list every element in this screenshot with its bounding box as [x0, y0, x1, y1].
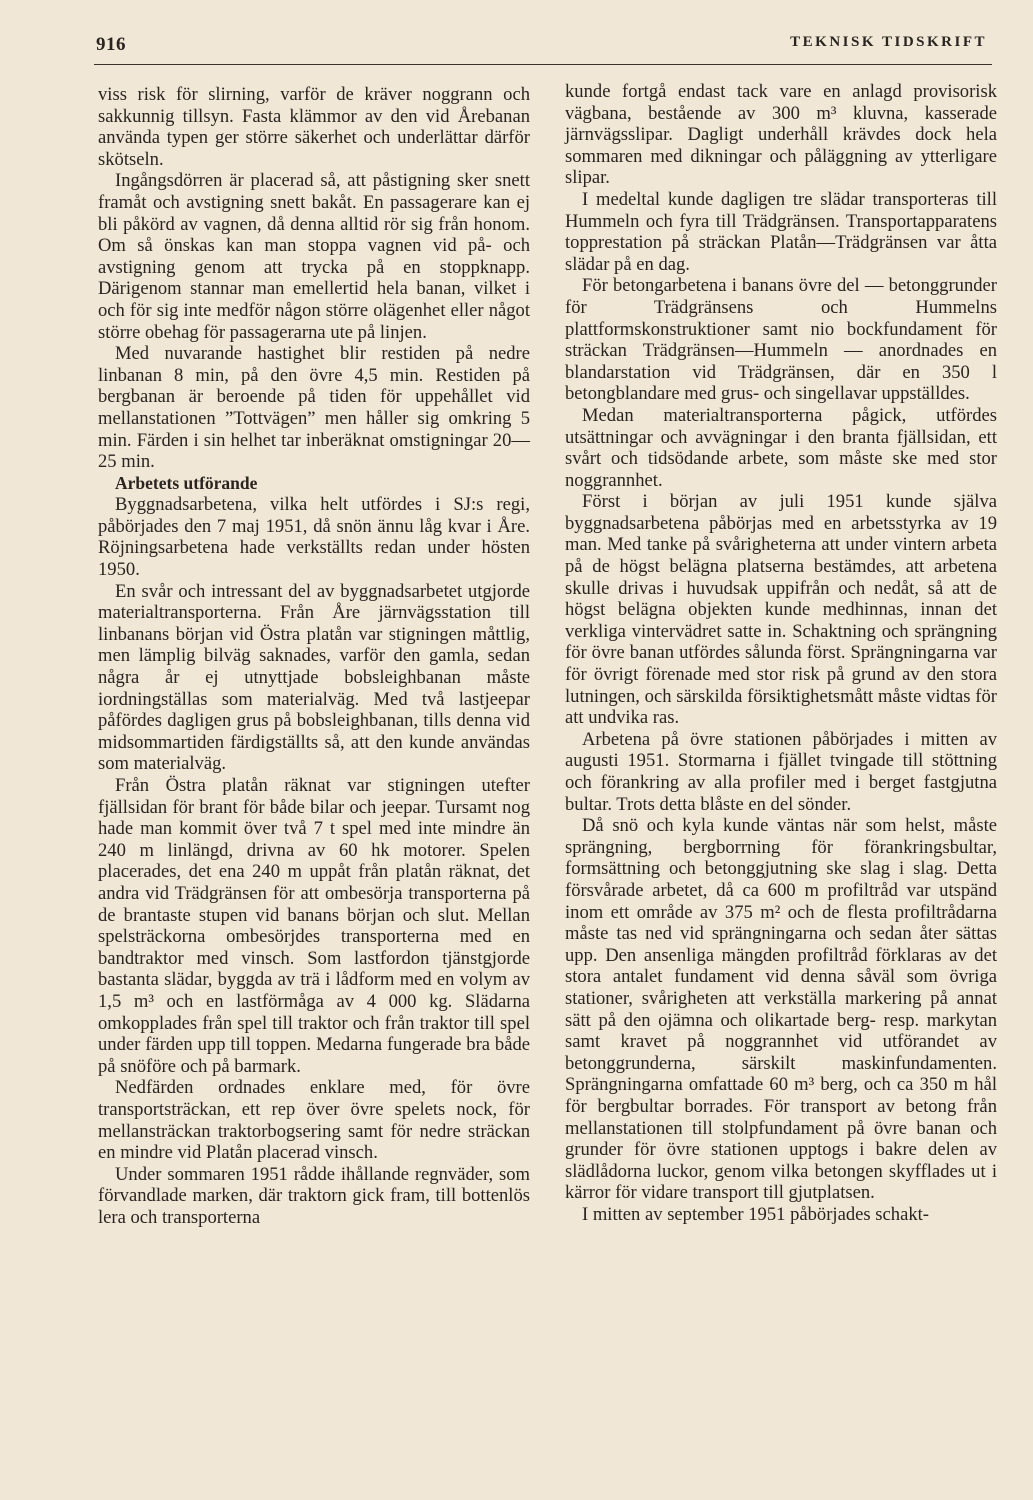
page-number: 916: [96, 34, 126, 55]
header-rule: [94, 64, 992, 65]
paragraph: En svår och intressant del av byggnadsarbetet utgjorde materialtransporterna. Från Åre järnvägsstation till linbanans början vid Östra platån var stigningen måttlig, men lämplig bilväg saknades, varför den gamla, sedan några år ej utnyttjade bobsleighbanan måste iordningställas som materialväg. Med två lastjeepar påfördes dagligen grus på bobsleighbanan, tills denna vid midsommartiden färdigställts så, att den kunde användas som materialväg.: [98, 580, 530, 775]
paragraph: kunde fortgå endast tack vare en anlagd provisorisk vägbana, bestående av 300 m³ kluvna, kasserade järnvägsslipar. Dagligt underhåll krävdes dock hela sommaren med dikningar och påläggning av ytterligare slipar.: [565, 81, 997, 189]
paragraph: Arbetena på övre stationen påbörjades i mitten av augusti 1951. Stormarna i fjället tvingade till stöttning och förankring av alla profiler med i berget fastgjutna bultar. Trots detta blåste en del sönder.: [565, 728, 997, 815]
right-column: [565, 81, 997, 1225]
paragraph: Nedfärden ordnades enklare med, för övre transportsträckan, ett rep över övre spelets nock, för mellansträckan traktorbogsering samt för nedre sträckan en mindre vid Platån placerad vinsch.: [98, 1077, 530, 1164]
section-heading: Arbetets utförande: [115, 472, 258, 493]
paragraph: Medan materialtransporterna pågick, utfördes utsättningar och avvägningar i den branta fjällsidan, ett svårt och tidsödande arbete, som måste ske med stor noggrannhet.: [565, 404, 997, 491]
journal-title: TEKNISK TIDSKRIFT: [790, 34, 987, 50]
paragraph: Med nuvarande hastighet blir restiden på nedre linbanan 8 min, på den övre 4,5 min. Restiden på bergbanan är beroende på tiden för uppehållet vid mellanstationen ”Tottvägen” men håller sig omkring 5 min. Färden i sin helhet tar inberäknat omstigningar 20—25 min.: [98, 343, 530, 473]
left-column: [98, 84, 530, 1228]
paragraph: I mitten av september 1951 påbörjades schakt-: [582, 1203, 929, 1225]
paragraph: I medeltal kunde dagligen tre slädar transporteras till Hummeln och fyra till Trädgränsen. Transportapparatens topprestation på sträckan Platån—Trädgränsen var åtta slädar på en dag.: [565, 188, 997, 275]
paragraph: För betongarbetena i banans övre del — betonggrunder för Trädgränsens och Hummelns plattformskonstruktioner samt nio bockfundament för sträckan Trädgränsen—Hummeln — anordnades en blandarstation vid Trädgränsen, där en 350 l betongblandare med grus- och singellavar uppställdes.: [565, 275, 997, 405]
paragraph: Ingångsdörren är placerad så, att påstigning sker snett framåt och avstigning snett bakåt. En passagerare kan ej bli påkörd av vagnen, då denna alltid rör sig från honom. Om så önskas kan man stoppa vagnen vid på- och avstigning genom att trycka på en stoppknapp. Därigenom stannar man emellertid hela banan, vilket i och för sig inte medför någon större olägenhet eller något större obehag för passagerarna ute på linjen.: [98, 170, 530, 343]
paragraph: Under sommaren 1951 rådde ihållande regnväder, som förvandlade marken, där traktorn gick fram, till bottenlös lera och transporterna: [98, 1163, 530, 1228]
paragraph: Från Östra platån räknat var stigningen utefter fjällsidan för brant för både bilar och jeepar. Tursamt nog hade man kommit över två 7 t spel med inte mindre än 240 m linlängd, drivna av 60 hk motorer. Spelen placerades, det ena 240 m uppåt från platån räknat, det andra vid Trädgränsen för att ombesörja transporterna på de brantaste stupen vid banans början och slut. Mellan spelsträckorna ombesörjdes transporterna med en bandtraktor med vinsch. Som lastfordon tjänstgjorde bastanta slädar, byggda av trä i lådform med en volym av 1,5 m³ och en lastförmåga av 4 000 kg. Slädarna omkopplades från spel till traktor och från traktor till spel under färden upp till toppen. Medarna fungerade bra både på snöföre och på barmark.: [98, 775, 530, 1077]
paragraph: Byggnadsarbetena, vilka helt utfördes i SJ:s regi, påbörjades den 7 maj 1951, då snön ännu låg kvar i Åre. Röjningsarbetena hade verkställts redan under hösten 1950.: [98, 494, 530, 581]
paragraph: Först i början av juli 1951 kunde själva byggnadsarbetena påbörjas med en arbetsstyrka av 19 man. Med tanke på svårigheterna att under vintern arbeta på de högst belägna platserna bestämdes, att arbetena skulle drivas i huvudsak uppifrån och nedåt, så att de högst belägna objekten kunde medhinnas, innan det verkliga vintervädret satte in. Schaktning och sprängning för övre banan utfördes sålunda först. Sprängningarna var för övrigt förenade med stor risk på grund av den stora lutningen, och särskilda försiktighetsmått måste vidtas för att undvika ras.: [565, 491, 997, 729]
paragraph: viss risk för slirning, varför de kräver noggrann och sakkunnig tillsyn. Fasta klämmor av den vid Årebanan använda typen ger större säkerhet och underlättar därför skötseln.: [98, 84, 530, 170]
paragraph: Då snö och kyla kunde väntas när som helst, måste sprängning, bergborrning för förankringsbultar, formsättning och betonggjutning ske slag i slag. Detta försvårade arbetet, då ca 600 m profiltråd var utspänd inom ett område av 375 m² och de flesta profiltrådarna måste tas ned vid sprängningarna och sedan åter sättas upp. Den ansenliga mängden profiltråd förklaras av det stora antalet fundament vid denna såväl som övriga stationer, svårigheten att verkställa markering på annat sätt på den ojämna och olikartade berg- resp. markytan samt kravet på noggrannhet vid utförandet av betonggrunderna, särskilt maskinfundamenten. Sprängningarna omfattade 60 m³ berg, och ca 350 m hål för bergbultar borrades. För transport av betong från mellanstationen till stolpfundament på övre banan och grunder för övre stationen upptogs i bakre delen av slädlådorna luckor, genom vilka betongen skyfflades ut i kärror för vidare transport till gjutplatsen.: [565, 815, 997, 1204]
